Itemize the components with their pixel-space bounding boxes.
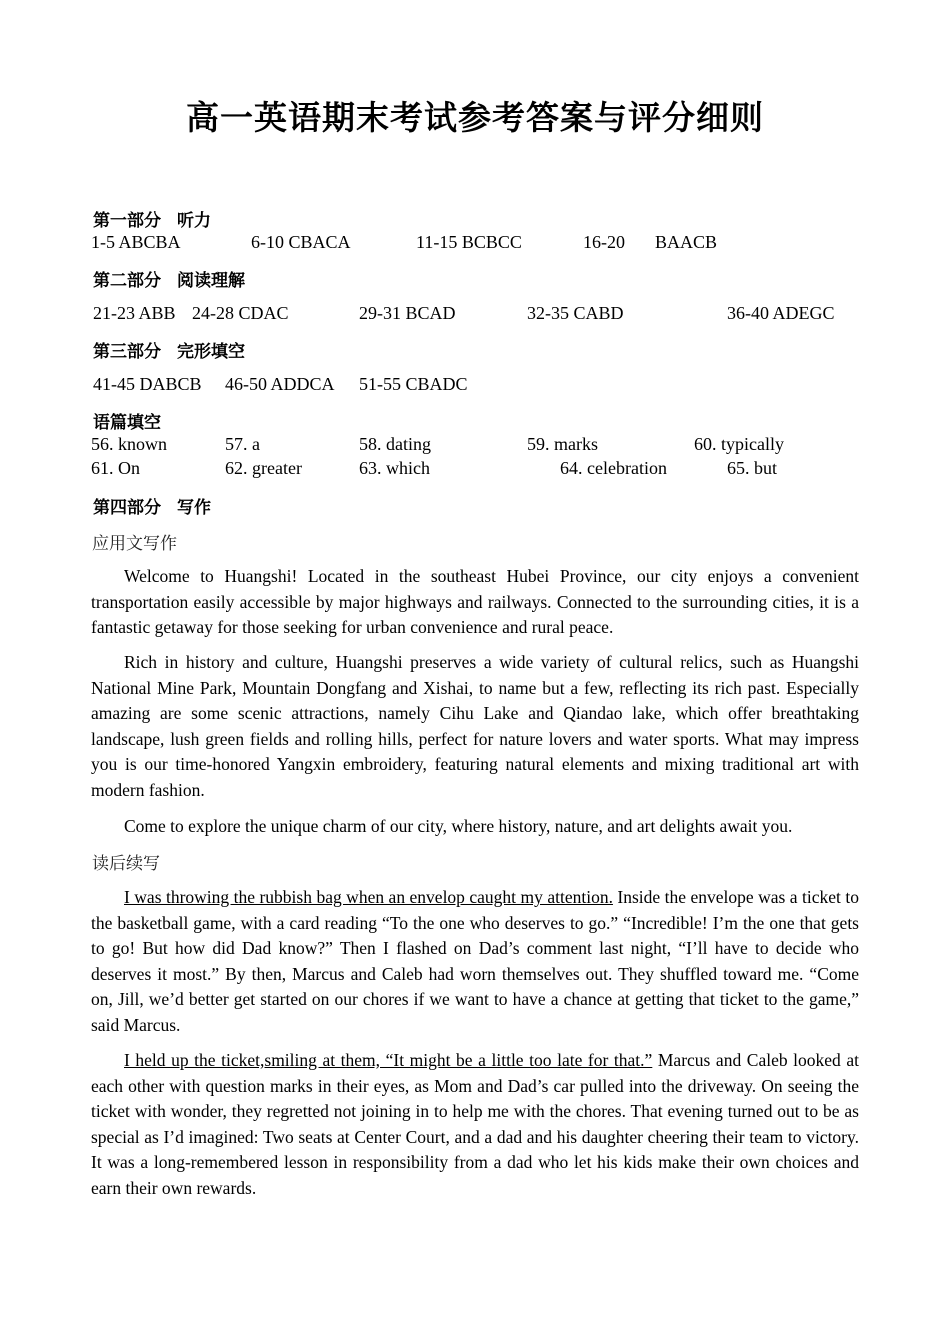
part3-number: 第三部分 — [93, 342, 161, 362]
part4-number: 第四部分 — [93, 498, 161, 518]
answer-item: 65. but — [727, 458, 778, 478]
answer-item: 58. dating — [359, 434, 431, 454]
practical-writing-heading: 应用文写作 — [92, 534, 177, 554]
answer-group: 11-15 BCBCC — [416, 232, 522, 252]
answer-group: 29-31 BCAD — [359, 303, 456, 323]
part3-name: 完形填空 — [177, 342, 245, 362]
part3-answers — [0, 374, 950, 398]
answer-item: 59. marks — [527, 434, 598, 454]
answer-group: 6-10 CBACA — [251, 232, 351, 252]
continuation-paragraph-2 — [91, 1048, 859, 1201]
answer-group: 36-40 ADEGC — [727, 303, 835, 323]
grammar-answers-row1 — [0, 434, 950, 458]
practical-paragraph-2: Rich in history and culture, Huangshi preserves a wide variety of cultural relics, such as Huangshi National Mine Park, Mountain Dongfang and Xishai, to name but a few, reflecting its rich past. Especially amazing are some scenic attractions, namely Cihu Lake and Qiandao lake, which offer breathtaking landscape, lush green fields and rolling hills, perfect for nature lovers and water sports. What may impress you is our time-honored Yangxin embroidery, featuring natural elements and mixing traditional art with modern fashion. — [91, 652, 859, 800]
part2-number: 第二部分 — [93, 271, 161, 291]
paragraph-body: Inside the envelope was a ticket to the basketball game, with a card reading “To the one who deserves to go.” “Incredible! I’m the one that gets to go! But how did Dad know?” Then I flashed on Dad’s comment last night, “I’ll have to decide who deserves it most.” By then, Marcus and Caleb had worn themselves out. They shuffled toward me. “Come on, Jill, we’d better get started on our chores if we want to have a chance at getting that ticket to the game,” said Marcus. — [91, 887, 859, 1035]
answer-item: 56. known — [91, 434, 167, 454]
given-opening-sentence: I held up the ticket,smiling at them, “It might be a little too late for that.” — [124, 1050, 653, 1070]
grammar-heading: 语篇填空 — [93, 413, 161, 433]
part2-answers — [0, 303, 950, 327]
answer-group: 21-23 ABB — [93, 303, 176, 323]
practical-paragraph-1: Welcome to Huangshi! Located in the southeast Hubei Province, our city enjoys a convenient transportation easily accessible by major highways and railways. Connected to the surrounding cities, it is a fantastic getaway for those seeking for urban convenience and rural peace. — [91, 566, 859, 637]
page-title: 高一英语期末考试参考答案与评分细则 — [186, 98, 764, 137]
part1-heading — [93, 206, 211, 231]
part4-name: 写作 — [177, 498, 211, 518]
answer-item: 62. greater — [225, 458, 302, 478]
answer-group: 16-20 — [583, 232, 625, 252]
part2-name: 阅读理解 — [177, 271, 245, 291]
answer-group: 32-35 CABD — [527, 303, 624, 323]
answer-group: 24-28 CDAC — [192, 303, 289, 323]
answer-item: 64. celebration — [560, 458, 667, 478]
continuation-writing-heading: 读后续写 — [92, 854, 160, 874]
part4-heading — [93, 493, 211, 518]
part1-number: 第一部分 — [93, 211, 161, 231]
answer-item: 57. a — [225, 434, 260, 454]
answer-group: 1-5 ABCBA — [91, 232, 181, 252]
answer-group: 51-55 CBADC — [359, 374, 468, 394]
given-opening-sentence: I was throwing the rubbish bag when an envelop caught my attention. — [124, 887, 613, 907]
part3-heading — [93, 337, 245, 362]
part1-answers — [0, 232, 950, 256]
paragraph-body: Marcus and Caleb looked at each other with question marks in their eyes, as Mom and Dad’s car pulled into the driveway. On seeing the ticket with wonder, they regretted not joining in to help me with the chores. That evening turned out to be as special as I’d imagined: Two seats at Center Court, and a dad and his daughter cheering their team to victory. It was a long-remembered lesson in responsibility from a dad who let his kids make their own choices and earn their own rewards. — [91, 1050, 860, 1198]
answer-item: 60. typically — [694, 434, 784, 454]
part2-heading — [93, 266, 245, 291]
answer-group: BAACB — [655, 232, 718, 252]
grammar-answers-row2 — [0, 458, 950, 482]
part1-name: 听力 — [177, 211, 211, 231]
answer-group: 41-45 DABCB — [93, 374, 202, 394]
answer-item: 63. which — [359, 458, 430, 478]
continuation-paragraph-1 — [91, 885, 859, 1038]
answer-item: 61. On — [91, 458, 140, 478]
practical-paragraph-3: Come to explore the unique charm of our city, where history, nature, and art delights await you. — [124, 816, 793, 836]
answer-group: 46-50 ADDCA — [225, 374, 335, 394]
